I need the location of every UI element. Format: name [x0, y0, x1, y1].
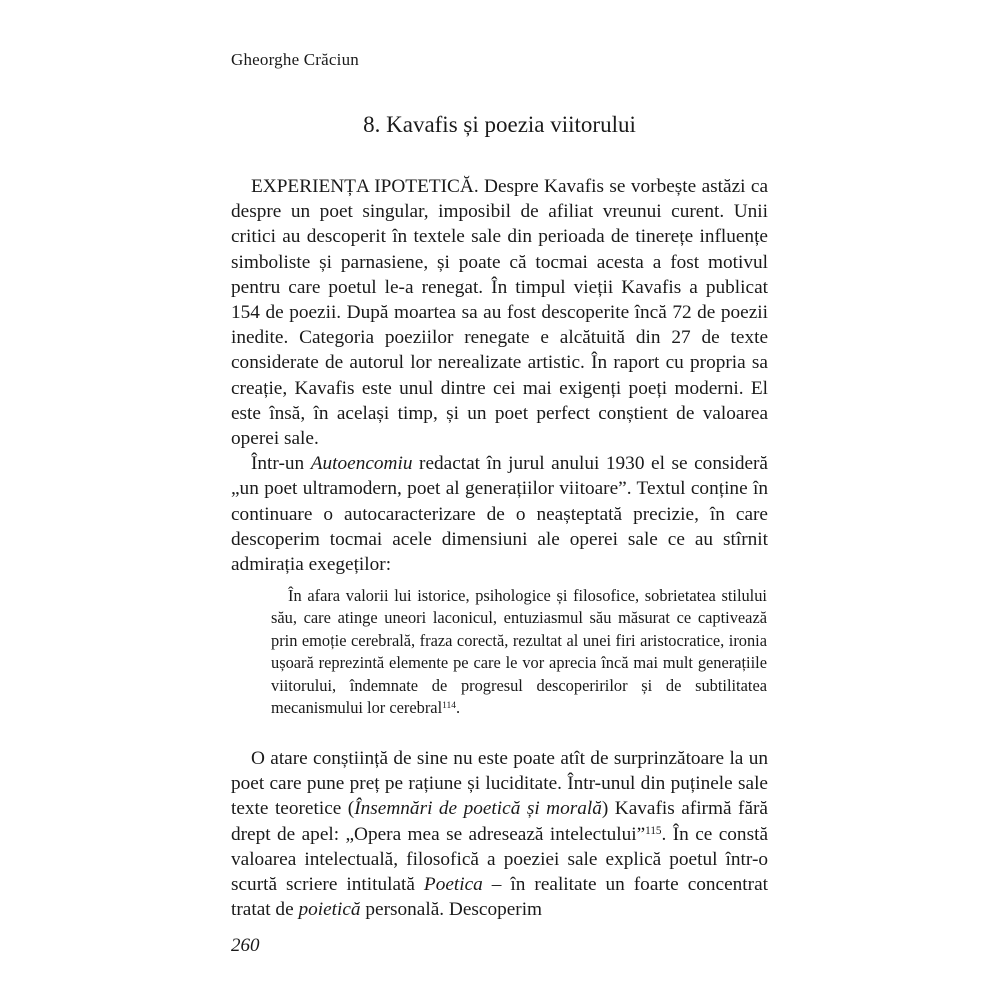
paragraph-3-italic-poetica: Poetica — [423, 874, 483, 896]
footnote-ref-115: 115 — [645, 824, 662, 837]
paragraph-3-text-c: . În ce constă valoarea intelectuală, filosofică a poeziei sale explică poetul într-o scurtă scriere intitulată — [231, 823, 768, 896]
paragraph-2 — [231, 451, 768, 577]
page-number: 260 — [231, 935, 260, 956]
paragraph-3-italic-title: Însemnări de poetică și morală — [354, 798, 602, 820]
body-block-2 — [231, 746, 768, 922]
chapter-title: 8. Kavafis și poezia viitorului — [363, 112, 636, 137]
block-quote: În afara valorii lui istorice, psihologice și filosofice, sobrietatea stilului său, care atinge uneori laconicul, entuziasmul său măsurat ce captivează prin emoție cerebrală, fraza corectă, rezultat al unei firi aristocratice, ironia ușoară reprezintă elemente pe care le vor aprecia încă mai mult generațiile viitorului, îndemnate de progresul descoperirilor și de subtilitatea mecanismului lor cerebral$^{114}$. — [271, 586, 767, 718]
paragraph-3 — [231, 746, 768, 922]
paragraph-2-text-a: Într-un — [251, 453, 311, 475]
paragraph-3-text-e: personală. Descoperim — [360, 899, 543, 921]
paragraph-3-italic-poietica: poietică — [298, 899, 361, 921]
paragraph-3-text-d: – în realitate un foarte concentrat tratat de — [231, 874, 768, 921]
footnote-ref-114: 114 — [442, 700, 457, 711]
body-block-1 — [231, 174, 768, 577]
paragraph-2-italic-title: Autoencomiu — [310, 453, 413, 475]
running-head: Gheorghe Crăciun — [231, 50, 359, 69]
paragraph-1: EXPERIENȚA IPOTETICĂ. Despre Kavafis se vorbește astăzi ca despre un poet singular, imposibil de afiliat vreunui curent. Unii critici au descoperit în textele sale din perioada de tinerețe influențe simboliste și parnasiene, și poate că tocmai acesta a fost motivul pentru care poetul le-a renegat. În timpul vieții Kavafis a publicat 154 de poezii. După moartea sa au fost descoperite încă 72 de poezii inedite. Categoria poeziilor renegate e alcătuită din 27 de texte considerate de autorul lor nerealizate artistic. În raport cu propria sa creație, Kavafis este unul dintre cei mai exigenți poeți moderni. El este însă, în același timp, și un poet perfect conștient de valoarea operei sale. — [231, 176, 768, 450]
paragraph-3-text-a: O atare conștiință de sine nu este poate atît de surprinzătoare la un poet care pune preț pe rațiune și luciditate. Într-unul din puținele sale texte teoretice ( — [231, 748, 768, 820]
quote-text: În afara valorii lui istorice, psihologice și filosofice, sobrietatea stilului său, care atinge uneori laconicul, entuziasmul său măsurat ce captivează prin emoție cerebrală, fraza corectă, rezultat al unei firi aristocratice, ironia ușoară reprezintă elemente pe care le vor aprecia încă mai mult generațiile viitorului, îndemnate de progresul descoperirilor și de subtilitatea mecanismului lor cerebral — [271, 586, 767, 718]
paragraph-3-text-b: ) Kavafis afirmă fără drept de apel: „Opera mea se adresează intelectului” — [231, 798, 768, 845]
paragraph-2-text-b: redactat în jurul anului 1930 el se consideră „un poet ultramodern, poet al generațiilor viitoare”. Textul conține în continuare o autocaracterizare de o neașteptată precizie, în care descoperim tocmai acele dimensiuni ale operei sale ce au stîrnit admirația exegeților: — [231, 453, 768, 576]
